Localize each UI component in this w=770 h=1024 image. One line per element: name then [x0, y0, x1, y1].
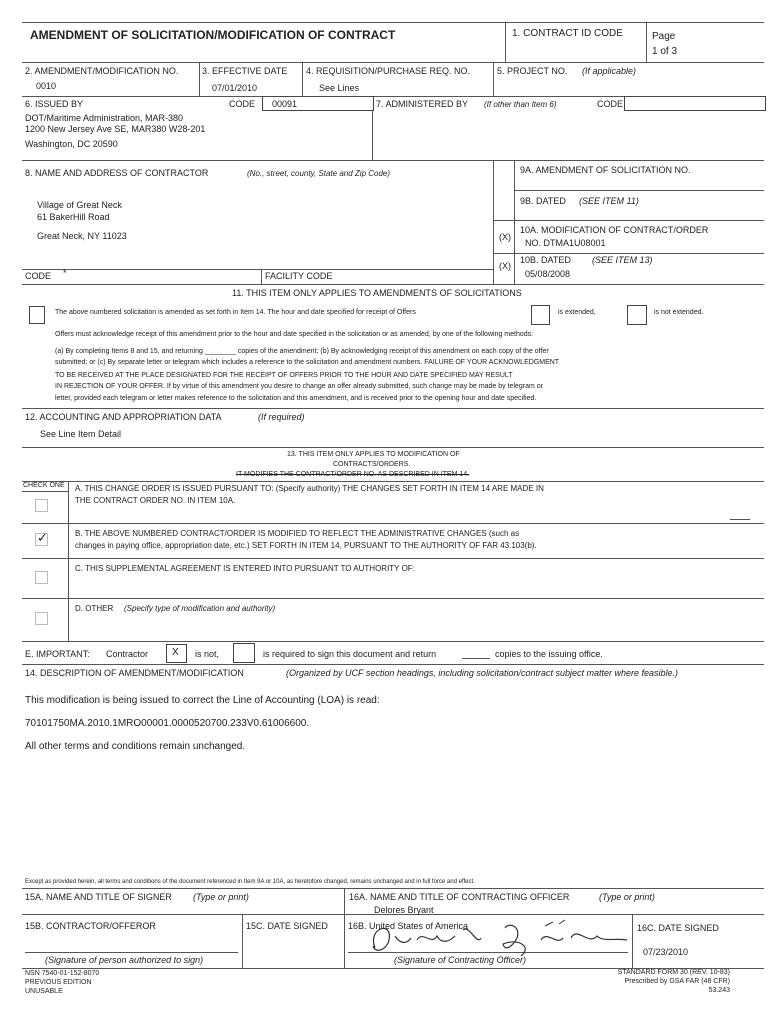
- contractor-code-mark: *: [63, 268, 67, 278]
- item11-line3: (a) By completing Items 8 and 15, and returning ________ copies of the amendment; (b) By acknowledging receipt of this amendment on each copy of the offer: [55, 348, 549, 355]
- divider: [22, 62, 764, 63]
- issued-address-line3: Washington, DC 20590: [25, 139, 118, 149]
- dated-9b-label: 9B. DATED: [520, 196, 566, 206]
- signature-officer-caption: (Signature of Contracting Officer): [394, 955, 527, 965]
- officer-16a-label: 16A. NAME AND TITLE OF CONTRACTING OFFICER: [349, 892, 570, 902]
- check-mark-icon: ✓: [37, 530, 48, 545]
- united-states-16b-label: 16B. United States of America: [348, 921, 469, 931]
- effective-date-value: 07/01/2010: [212, 83, 258, 93]
- footer-standard-form: STANDARD FORM 30 (REV. 10-83): [617, 969, 730, 976]
- item11-line1: The above numbered solicitation is amended as set forth in Item 14. The hour and date specified for receipt of Offers: [55, 309, 416, 316]
- issued-address-line2: 1200 New Jersey Ave SE, MAR380 W28-201: [25, 124, 206, 134]
- item12-value: See Line Item Detail: [40, 429, 122, 439]
- footer-prev-edition: PREVIOUS EDITION: [25, 979, 92, 986]
- divider: [199, 62, 200, 96]
- contractor-line3: Great Neck, NY 11023: [37, 231, 127, 241]
- officer-16a-value: Delores Bryant: [374, 905, 434, 915]
- footer-nsn: NSN 7540-01-152-8070: [25, 970, 100, 977]
- signer-15a-label: 15A. NAME AND TITLE OF SIGNER: [25, 892, 172, 902]
- item11-checkbox[interactable]: [29, 306, 45, 324]
- item13-title1: 13. THIS ITEM ONLY APPLIES TO MODIFICATION OF: [287, 451, 460, 458]
- extended-label: is extended,: [558, 309, 596, 316]
- divider: [493, 160, 494, 284]
- page-label: Page: [652, 31, 676, 42]
- administered-code-box: [624, 96, 766, 111]
- extended-checkbox[interactable]: [531, 305, 550, 325]
- administered-hint: (If other than Item 6): [484, 100, 557, 109]
- divider: [22, 641, 764, 642]
- item11-title: 11. THIS ITEM ONLY APPLIES TO AMENDMENTS OF SOLICITATIONS: [232, 288, 522, 298]
- important-contractor: Contractor: [106, 649, 149, 659]
- not-extended-checkbox[interactable]: [627, 305, 647, 325]
- not-extended-label: is not extended.: [654, 309, 704, 316]
- divider: [22, 523, 764, 524]
- copies-blank: [462, 658, 490, 659]
- divider: [514, 190, 764, 191]
- dated-10b-mark: (X): [499, 261, 511, 271]
- option-c-text: C. THIS SUPPLEMENTAL AGREEMENT IS ENTERED INTO PURSUANT TO AUTHORITY OF:: [75, 564, 415, 573]
- item11-line7: letter, provided each telegram or letter makes reference to the solicitation and this amendment, and is received prior to the opening hour and date specified.: [55, 395, 537, 402]
- is-not-label: is not,: [195, 649, 220, 659]
- amendment-value: 0010: [36, 81, 57, 91]
- divider: [302, 62, 303, 96]
- mod-10a-mark: (X): [499, 232, 511, 242]
- item14-hint: (Organized by UCF section headings, including solicitation/contract subject matter where feasible.): [286, 668, 679, 678]
- option-d-hint: (Specify type of modification and authority): [124, 604, 276, 613]
- issued-code-label: CODE: [229, 99, 256, 109]
- option-a-text2: THE CONTRACT ORDER NO. IN ITEM 10A.: [75, 496, 236, 505]
- divider: [493, 220, 764, 221]
- item12-label: 12. ACCOUNTING AND APPROPRIATION DATA: [25, 412, 222, 422]
- top-border: [22, 22, 764, 23]
- item14-para1: This modification is being issued to correct the Line of Accounting (LOA) is read:: [25, 695, 380, 706]
- divider: [22, 598, 764, 599]
- dated-10b-label: 10B. DATED: [520, 255, 571, 265]
- signature-line: [25, 952, 238, 953]
- divider: [22, 558, 764, 559]
- issued-by-label: 6. ISSUED BY: [25, 99, 84, 109]
- item11-line6: IN REJECTION OF YOUR OFFER. If by virtue of this amendment you desire to change an offer already submitted, such change may be made by telegram or: [55, 383, 544, 390]
- contract-id-label: 1. CONTRACT ID CODE: [512, 28, 623, 39]
- divider: [493, 253, 764, 254]
- item13-title2: CONTRACTS/ORDERS.: [333, 461, 411, 468]
- divider: [505, 22, 506, 62]
- dated-9b-hint: (SEE ITEM 11): [579, 196, 639, 206]
- footer-prescribed: Prescribed by GSA FAR (48 CFR): [624, 978, 730, 985]
- requisition-label: 4. REQUISITION/PURCHASE REQ. NO.: [306, 66, 471, 76]
- project-label: 5. PROJECT NO.: [497, 66, 568, 76]
- divider: [22, 160, 764, 161]
- amendment-label: 2. AMENDMENT/MODIFICATION NO.: [25, 66, 179, 76]
- divider: [22, 491, 68, 492]
- divider: [22, 481, 764, 482]
- is-required-label: is required to sign this document and return: [263, 649, 437, 659]
- divider: [493, 62, 494, 96]
- date-16c-label: 16C. DATE SIGNED: [637, 923, 719, 933]
- administered-code-label: CODE: [597, 99, 624, 109]
- item14-para2: 70101750MA.2010.1MRO00001.0000520700.233V0.61006600.: [25, 718, 310, 729]
- item13-title3: IT MODIFIES THE CONTRACT/ORDER NO. AS DESCRIBED IN ITEM 14.: [236, 471, 470, 478]
- item14-label: 14. DESCRIPTION OF AMENDMENT/MODIFICATION: [25, 668, 244, 678]
- item11-line2: Offers must acknowledge receipt of this amendment prior to the hour and date specified in the solicitation or as amended, by one of the following methods:: [55, 331, 534, 338]
- contractor-line2: 61 BakerHill Road: [37, 212, 110, 222]
- option-a-text1: A. THIS CHANGE ORDER IS ISSUED PURSUANT TO: (Specify authority) THE CHANGES SET FORTH IN ITEM 14 ARE MADE IN: [75, 484, 544, 493]
- date-15c-label: 15C. DATE SIGNED: [246, 921, 328, 931]
- is-not-x-mark: X: [172, 647, 179, 658]
- issued-code-value: 00091: [272, 99, 298, 109]
- divider: [22, 408, 764, 409]
- item11-line4: submitted; or (c) By separate letter or telegram which includes a reference to the solicitation and amendment numbers. FAILURE OF YOUR ACKNOWLEDGMENT: [55, 359, 560, 366]
- mod-10a-label: 10A. MODIFICATION OF CONTRACT/ORDER: [520, 225, 709, 235]
- divider: [261, 269, 262, 284]
- requisition-value: See Lines: [319, 83, 360, 93]
- dated-10b-hint: (SEE ITEM 13): [592, 255, 653, 265]
- signature-person-caption: (Signature of person authorized to sign): [45, 955, 204, 965]
- form-title: AMENDMENT OF SOLICITATION/MODIFICATION OF CONTRACT: [30, 28, 396, 42]
- officer-16a-hint: (Type or print): [599, 892, 655, 902]
- option-a-checkbox[interactable]: [35, 499, 48, 512]
- important-label: E. IMPORTANT:: [25, 649, 90, 659]
- issued-address-line1: DOT/Maritime Administration, MAR-380: [25, 113, 184, 123]
- option-b-text1: B. THE ABOVE NUMBERED CONTRACT/ORDER IS MODIFIED TO REFLECT THE ADMINISTRATIVE CHANGES (such as: [75, 529, 520, 538]
- option-d-checkbox[interactable]: [35, 612, 48, 625]
- divider: [22, 888, 764, 889]
- check-one-label: CHECK ONE: [23, 482, 65, 489]
- administered-label: 7. ADMINISTERED BY: [376, 99, 469, 109]
- mod-10a-value: NO. DTMA1U08001: [525, 238, 606, 248]
- effective-date-label: 3. EFFECTIVE DATE: [202, 66, 288, 76]
- copies-label: copies to the issuing office.: [495, 649, 603, 659]
- divider: [68, 481, 69, 641]
- divider: [514, 160, 515, 284]
- page-value: 1 of 3: [652, 46, 678, 57]
- divider: [730, 519, 750, 520]
- contractor-code-label: CODE: [25, 271, 52, 281]
- option-d-text: D. OTHER: [75, 604, 114, 613]
- footer-far-ref: 53.243: [708, 987, 730, 994]
- dated-10b-value: 05/08/2008: [525, 269, 571, 279]
- option-b-text2: changes in paying office, appropriation date, etc.) SET FORTH IN ITEM 14, PURSUANT TO THE AUTHORITY OF FAR 43.103(b).: [75, 541, 537, 550]
- divider: [646, 22, 647, 62]
- divider: [22, 664, 764, 665]
- item12-hint: (If required): [258, 412, 305, 422]
- except-text: Except as provided herein, all terms and conditions of the document referenced in Item 9A or 10A, as heretofore changed, remains unchanged and in full force and effect.: [25, 879, 475, 885]
- signer-15a-hint: (Type or print): [193, 892, 249, 902]
- project-hint: (If applicable): [582, 66, 637, 76]
- item11-line5: TO BE RECEIVED AT THE PLACE DESIGNATED FOR THE RECEIPT OF OFFERS PRIOR TO THE HOUR AND DATE SPECIFIED MAY RESULT: [55, 372, 513, 379]
- option-c-checkbox[interactable]: [35, 571, 48, 584]
- contractor-15b-label: 15B. CONTRACTOR/OFFEROR: [25, 921, 156, 931]
- footer-unusable: UNUSABLE: [25, 988, 63, 995]
- divider: [22, 269, 493, 270]
- contractor-line1: Village of Great Neck: [37, 200, 122, 210]
- facility-code-label: FACILITY CODE: [265, 271, 333, 281]
- amendment-9a-label: 9A. AMENDMENT OF SOLICITATION NO.: [520, 165, 691, 175]
- divider: [22, 284, 764, 285]
- item14-para3: All other terms and conditions remain unchanged.: [25, 741, 246, 752]
- divider: [242, 914, 243, 968]
- date-16c-value: 07/23/2010: [643, 947, 689, 957]
- contractor-hint: (No., street, county, State and Zip Code): [247, 169, 391, 178]
- is-required-checkbox[interactable]: [233, 643, 255, 663]
- divider: [22, 447, 764, 448]
- contractor-label: 8. NAME AND ADDRESS OF CONTRACTOR: [25, 168, 209, 178]
